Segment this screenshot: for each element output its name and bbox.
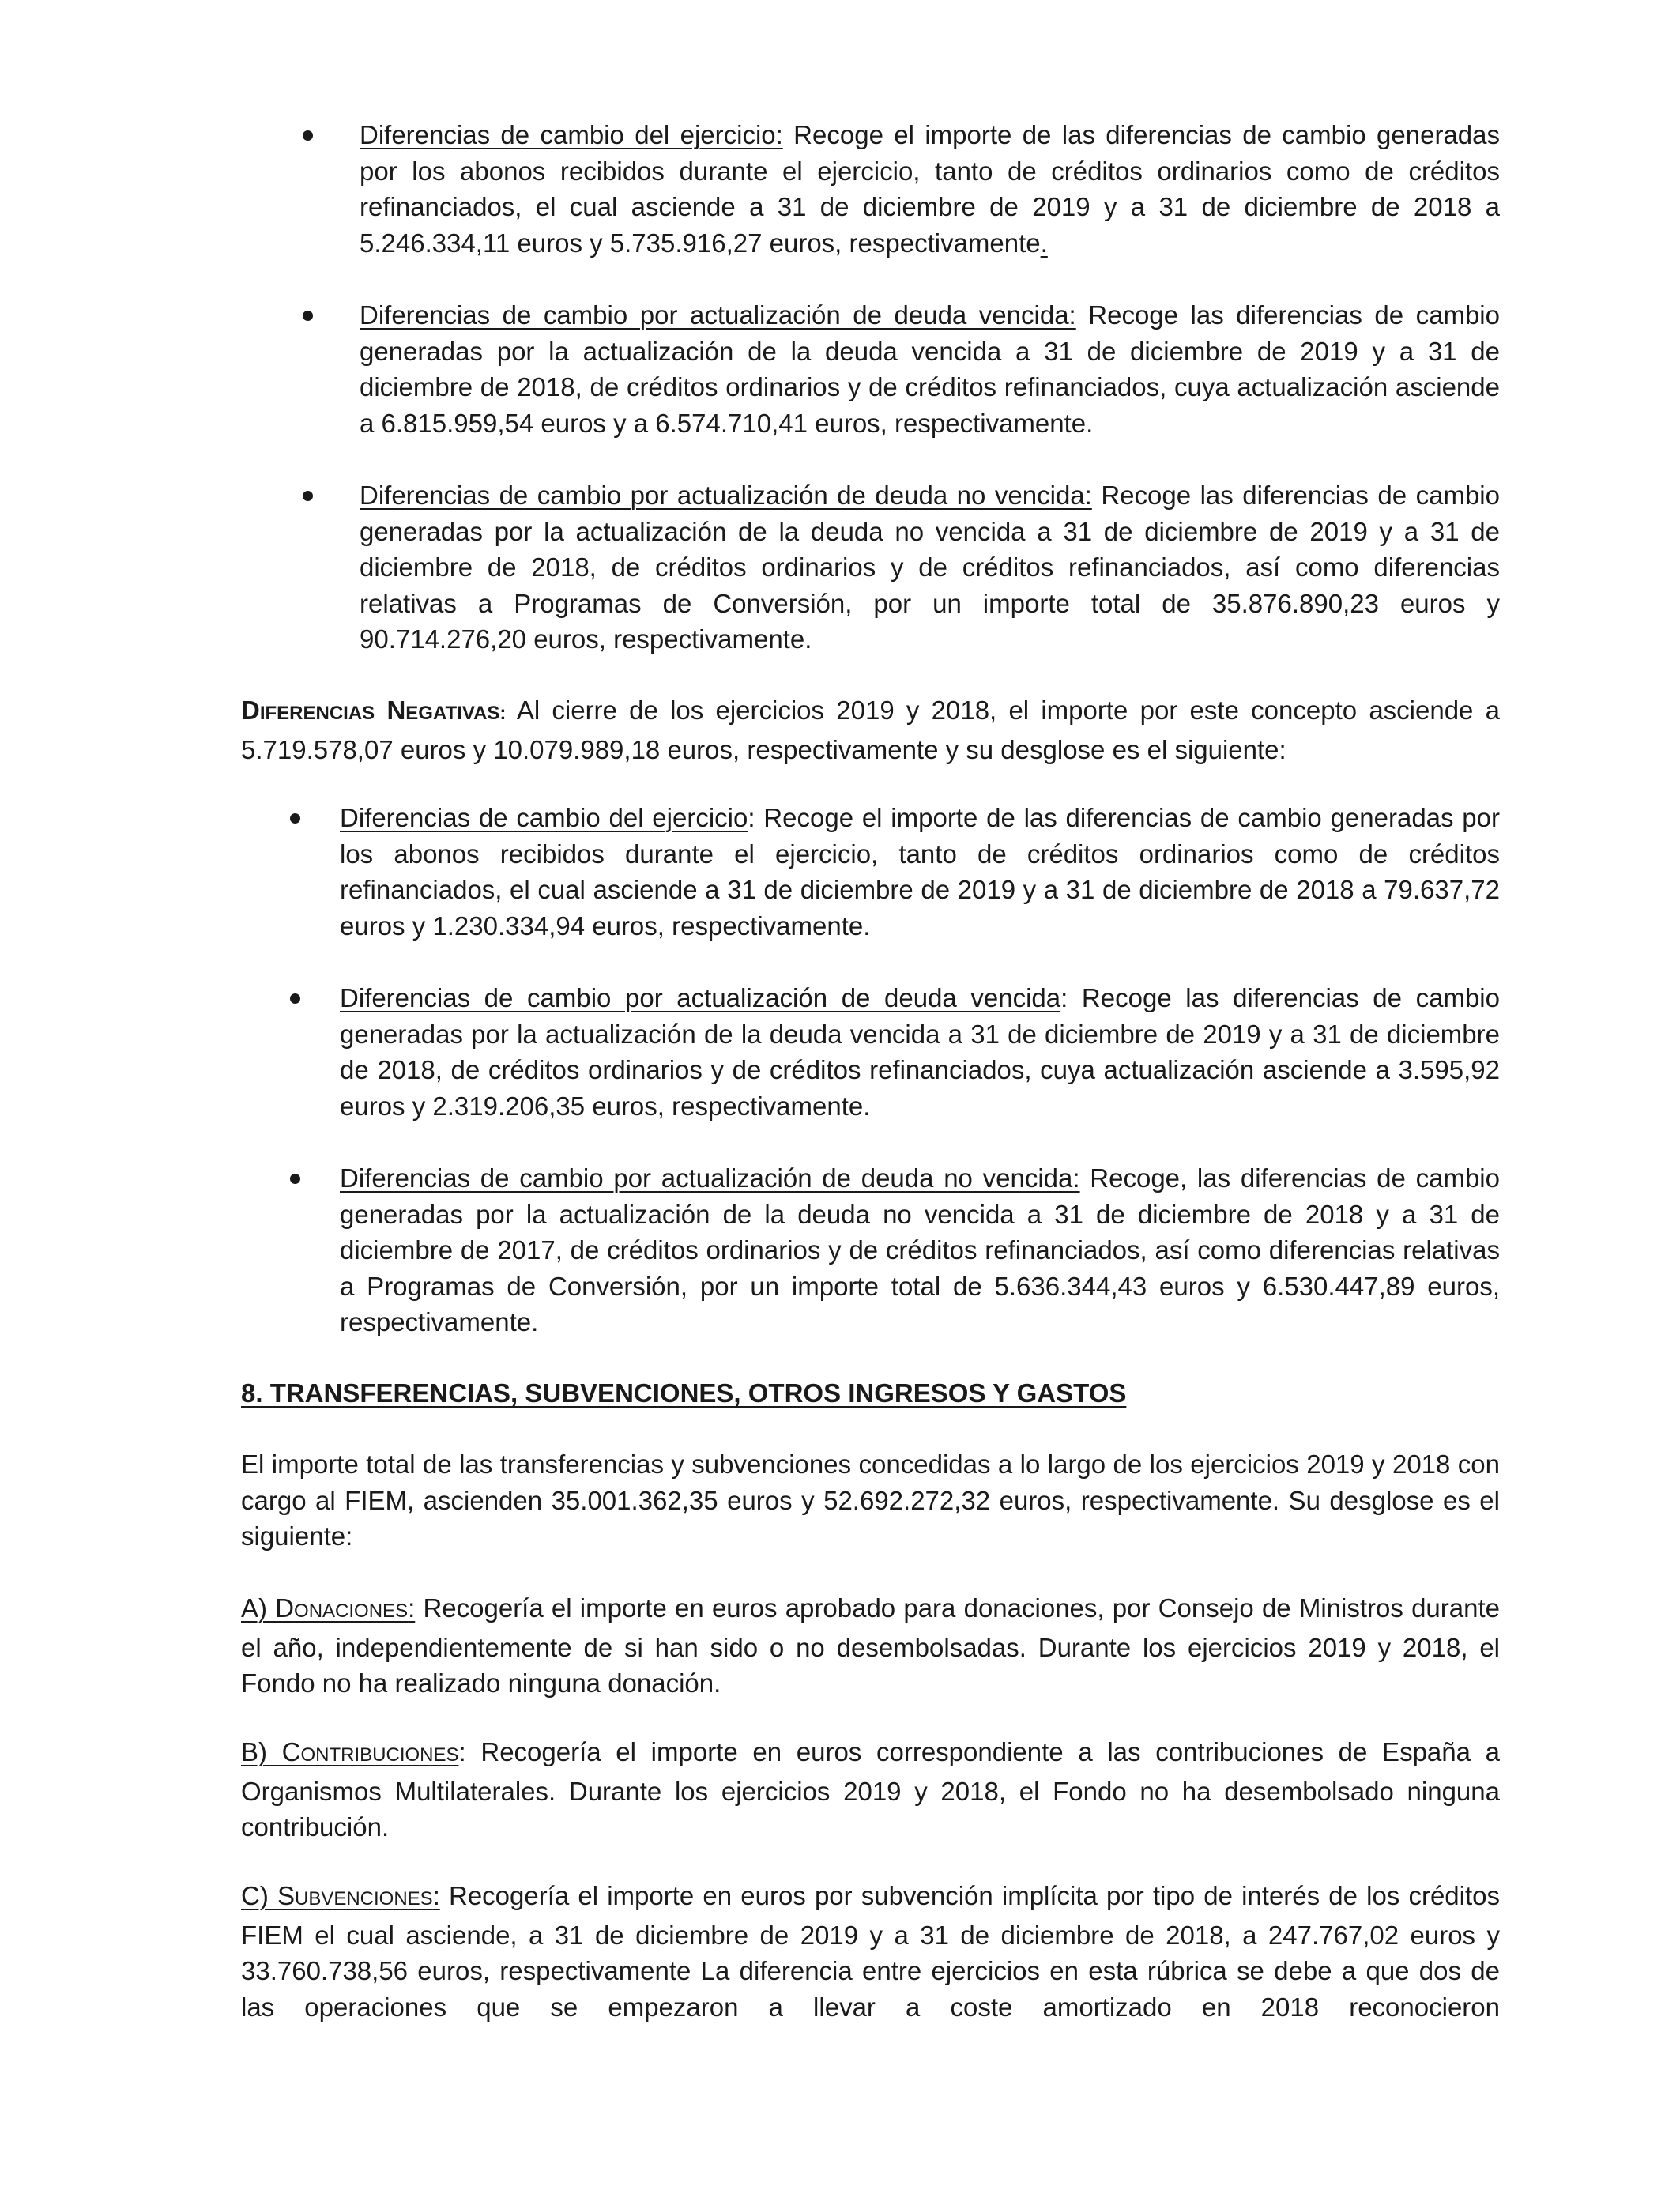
bullet-title: Diferencias de cambio por actualización de deuda no vencida: <box>340 1163 1080 1193</box>
contribuciones-text: : Recogería el importe en euros correspondiente a las contribuciones de España a Organismos Multilaterales. Durante los ejercicios 2019 y 2018, el Fondo no ha desembolsado ninguna contribución. <box>241 1737 1501 1842</box>
section-intro: El importe total de las transferencias y subvenciones concedidas a lo largo de los ejercicios 2019 y 2018 con cargo al FIEM, ascienden 35.001.362,35 euros y 52.692.272,32 euros, respectivamente. Su desglose es el siguiente: <box>241 1449 1500 1551</box>
subvenciones-paragraph <box>241 1878 1500 2025</box>
section-heading: 8. TRANSFERENCIAS, SUBVENCIONES, OTROS INGRESOS Y GASTOS <box>241 1378 1127 1408</box>
subvenciones-text: Recogería el importe en euros por subvención implícita por tipo de interés de los créditos FIEM el cual asciende, a 31 de diciembre de 2019 y a 31 de diciembre de 2018, a 247.767,02 euros y 33.760.738,56 euros, respectivamente La diferencia entre ejercicios en esta rúbrica se debe a que dos de las operaciones que se empezaron a llevar a coste amortizado en 2018 reconocieron <box>241 1881 1501 2022</box>
bullet-text: Recoge, las diferencias de cambio generadas por la actualización de la deuda no vencida a 31 de diciembre de 2018 y a 31 de diciembre de 2017, de créditos ordinarios y de créditos refinanciados, así como diferencias relativas a Programas de Conversión, por un importe total de 5.636.344,43 euros y 6.530.447,89 euros, respectivamente. <box>340 1163 1500 1336</box>
bullet-icon <box>290 1174 300 1184</box>
bullet-icon <box>290 993 300 1004</box>
subvenciones-label: C) SUBVENCIONES: <box>241 1881 440 1910</box>
contribuciones-label: B) CONTRIBUCIONES <box>241 1737 459 1766</box>
donaciones-label: A) DONACIONES: <box>241 1593 416 1623</box>
bullet-item <box>360 297 1500 441</box>
bullet-title: Diferencias de cambio del ejercicio: <box>360 120 783 149</box>
bullet-title: Diferencias de cambio por actualización de deuda no vencida: <box>360 481 1092 510</box>
bullet-icon <box>303 491 313 501</box>
bullet-text: : Recoge las diferencias de cambio generadas por la actualización de la deuda vencida a 31 de diciembre de 2019 y a 31 de diciembre de 2018, de créditos ordinarios y de créditos refinanciados, cuya actualización asciende a 3.595,92 euros y 2.319.206,35 euros, respectivamente. <box>340 983 1500 1121</box>
bullet-icon <box>290 813 300 824</box>
bullet-item <box>340 800 1500 944</box>
bullet-title: Diferencias de cambio por actualización de deuda vencida <box>340 983 1061 1012</box>
negativas-paragraph <box>241 692 1500 767</box>
bullet-text: Recoge las diferencias de cambio generadas por la actualización de la deuda vencida a 31 de diciembre de 2019 y a 31 de diciembre de 2018, de créditos ordinarios y de créditos refinanciados, cuya actualización asciende a 6.815.959,54 euros y a 6.574.710,41 euros, respectivamente. <box>360 300 1500 438</box>
bullet-text: Recoge las diferencias de cambio generadas por la actualización de la deuda no vencida a 31 de diciembre de 2019 y a 31 de diciembre de 2018, de créditos ordinarios y de créditos refinanciados, así como diferencias relativas a Programas de Conversión, por un importe total de 35.876.890,23 euros y 90.714.276,20 euros, respectivamente. <box>360 481 1500 654</box>
bullet-item <box>360 117 1500 261</box>
bullet-icon <box>303 130 313 141</box>
bullet-title: Diferencias de cambio por actualización de deuda vencida: <box>360 300 1076 330</box>
donaciones-paragraph <box>241 1590 1500 1702</box>
bullet-text: : Recoge el importe de las diferencias de cambio generadas por los abonos recibidos durante el ejercicio, tanto de créditos ordinarios como de créditos refinanciados, el cual asciende a 31 de diciembre de 2019 y a 31 de diciembre de 2018 a 79.637,72 euros y 1.230.334,94 euros, respectivamente. <box>340 803 1501 941</box>
negativas-label: DIFERENCIAS NEGATIVAS: <box>241 696 507 725</box>
donaciones-text: Recogería el importe en euros aprobado para donaciones, por Consejo de Ministros durante el año, independientemente de si han sido o no desembolsadas. Durante los ejercicios 2019 y 2018, el Fondo no ha realizado ninguna donación. <box>241 1593 1501 1698</box>
contribuciones-paragraph <box>241 1734 1500 1845</box>
bullet-tail: . <box>1040 228 1048 258</box>
bullet-icon <box>303 311 313 321</box>
bullet-item <box>360 477 1500 658</box>
negativas-text: Al cierre de los ejercicios 2019 y 2018, el importe por este concepto asciende a 5.719.578,07 euros y 10.079.989,18 euros, respectivamente y su desglose es el siguiente: <box>241 696 1500 764</box>
bullet-item <box>340 1160 1500 1340</box>
bullet-title: Diferencias de cambio del ejercicio <box>340 803 748 832</box>
bullet-item <box>340 980 1500 1124</box>
bullet-text: Recoge el importe de las diferencias de cambio generadas por los abonos recibidos durante el ejercicio, tanto de créditos ordinarios como de créditos refinanciados, el cual asciende a 31 de diciembre de 2019 y a 31 de diciembre de 2018 a 5.246.334,11 euros y 5.735.916,27 euros, respectivamente <box>360 120 1500 258</box>
